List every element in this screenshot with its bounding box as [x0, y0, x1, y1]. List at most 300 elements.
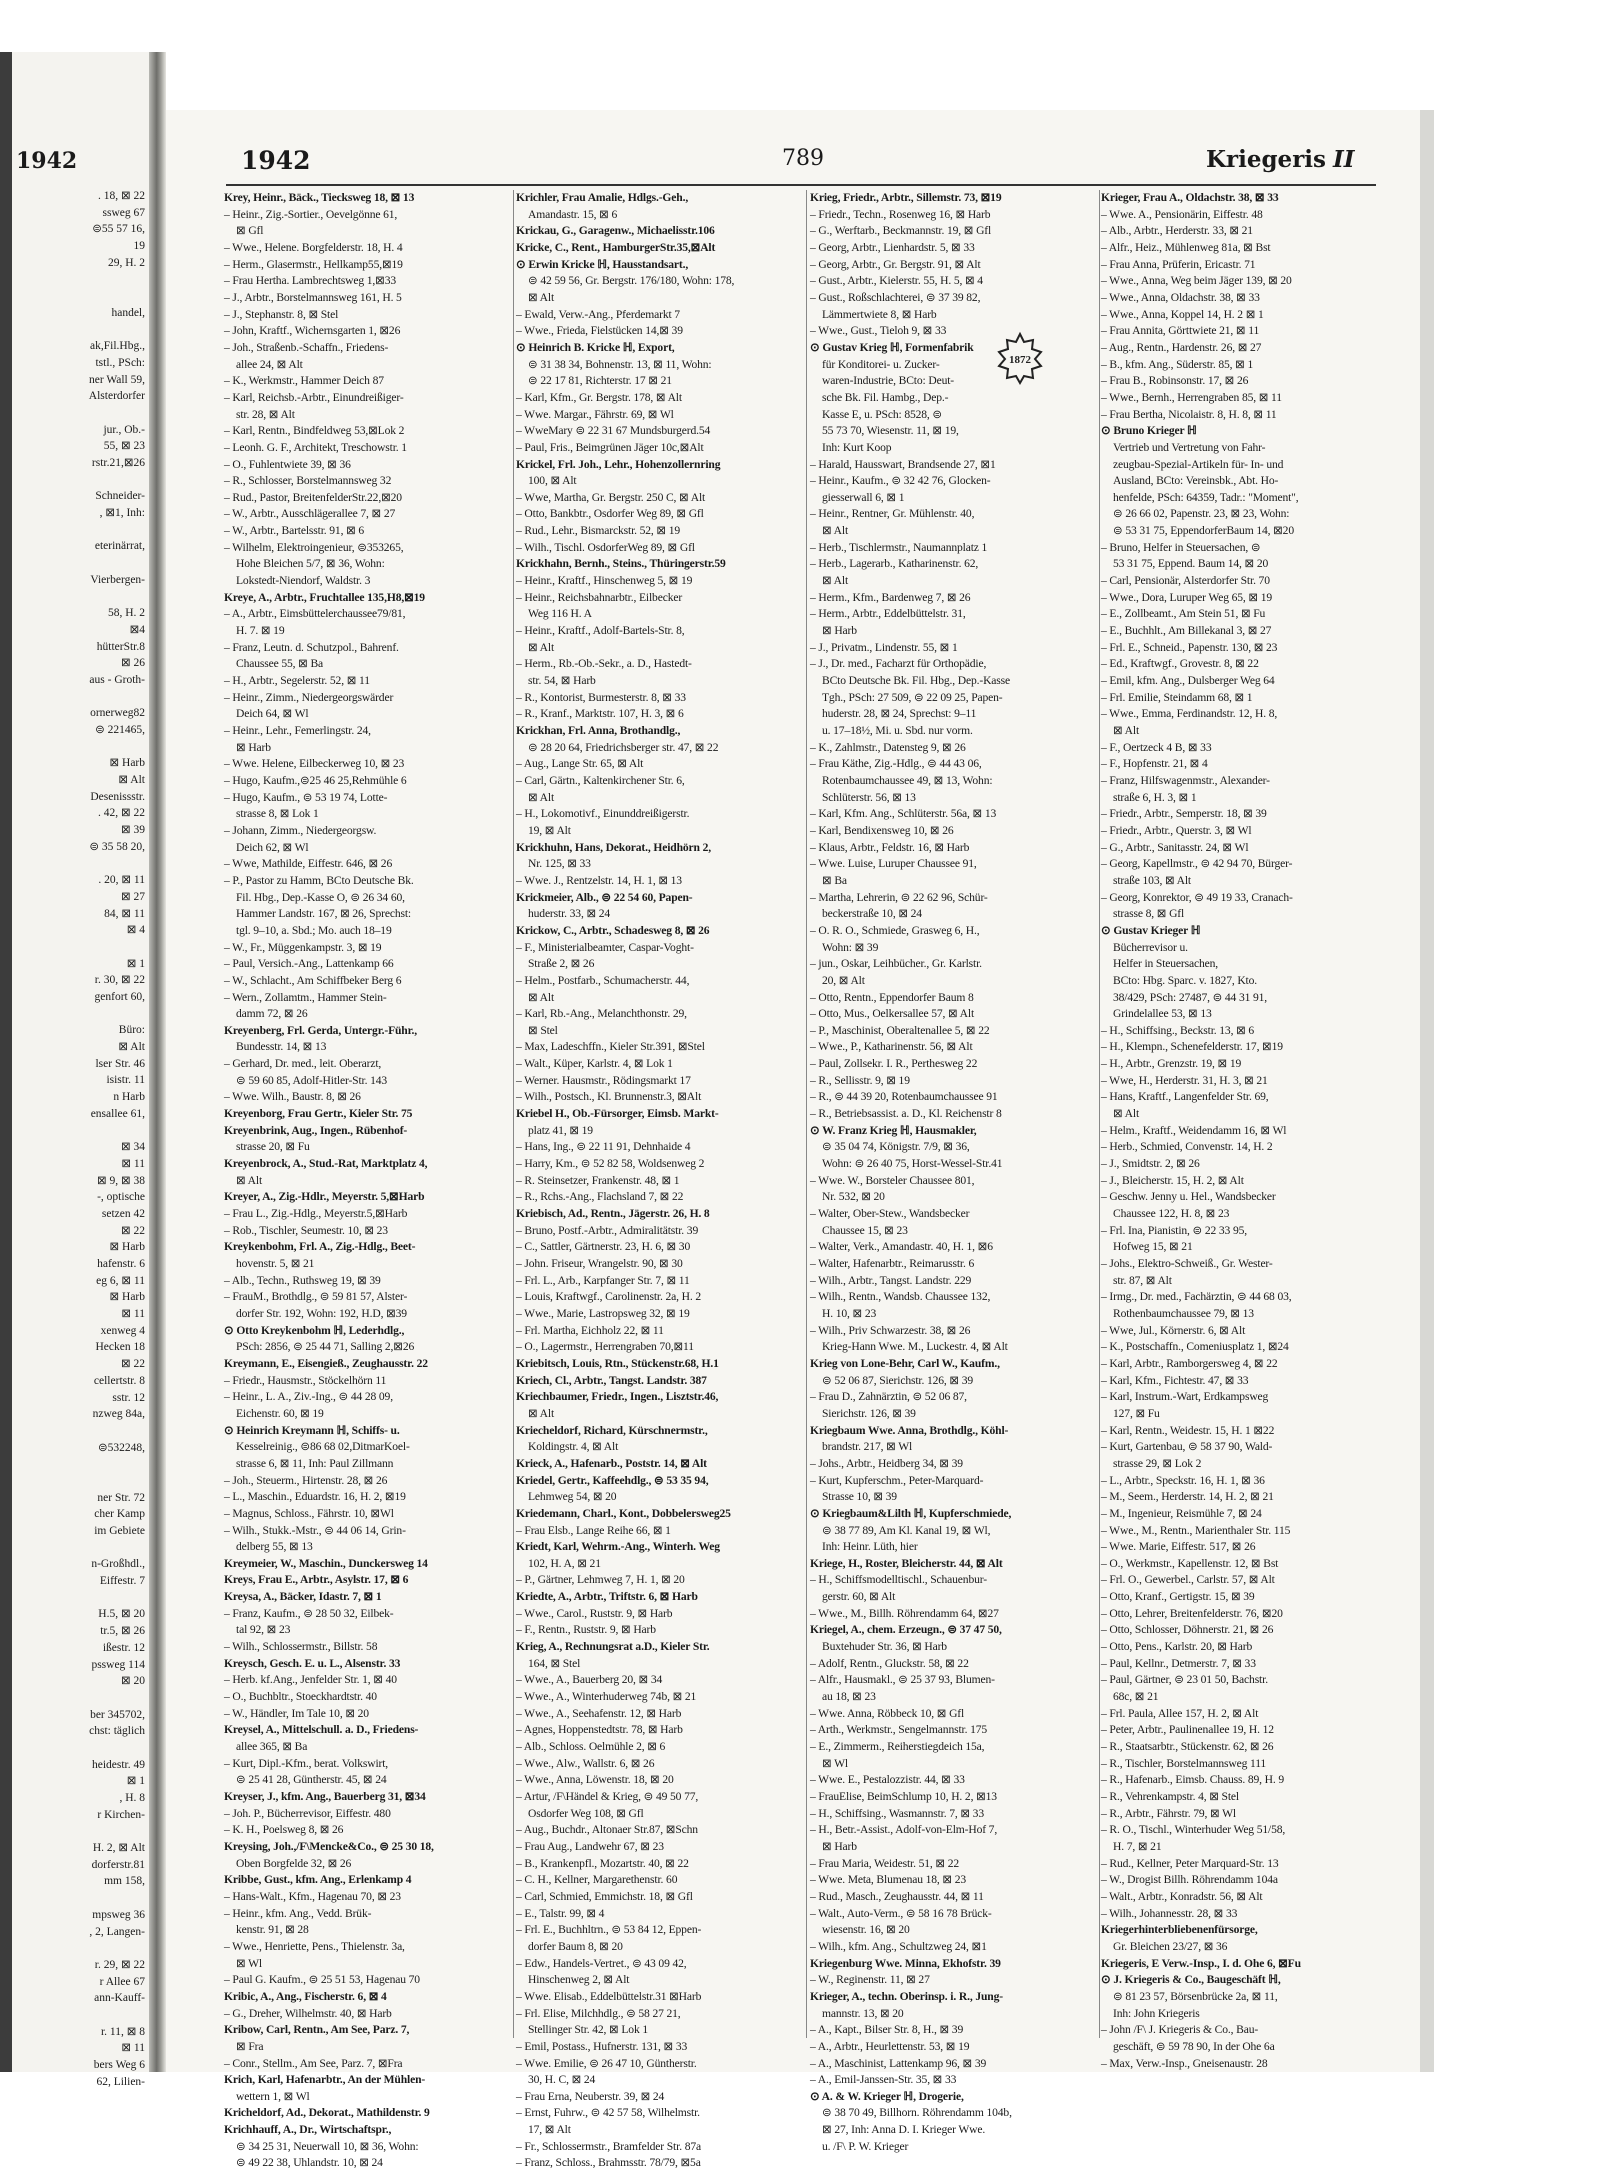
directory-entry-line: Ausland, BCto: Vereinsbk., Abt. Ho-	[1113, 474, 1279, 488]
directory-entry-line: – Frl. O., Gewerbel., Carlstr. 57, ⊠ Alt	[1101, 1573, 1275, 1587]
directory-entry-line: – Joh., Straßenb.-Schaffn., Friedens-	[224, 340, 389, 354]
directory-entry-line: – Frl. L., Arb., Karpfanger Str. 7, ⊠ 11	[516, 1273, 690, 1287]
directory-entry-line: zeugbau-Spezial-Artikeln für- In- und	[1113, 457, 1284, 471]
previous-page-line: Eiffestr. 7	[99, 1575, 145, 1588]
directory-entry-line: – W., Händler, Im Tale 10, ⊠ 20	[224, 1706, 369, 1720]
directory-entry-line: – H., Arbtr., Segelerstr. 52, ⊠ 11	[224, 674, 370, 688]
previous-page-line: . 42, ⊠ 22	[97, 807, 145, 820]
directory-entry-line: – Wwe., Marie, Lastropsweg 32, ⊠ 19	[516, 1306, 690, 1320]
directory-entry-line: – Herb., Tischlermstr., Naumannplatz 1	[810, 540, 988, 554]
directory-entry-line: – Wwe. Margar., Fährstr. 69, ⊠ Wl	[516, 407, 674, 421]
directory-entry-line: – Wwe., Gust., Tieloh 9, ⊠ 33	[810, 324, 947, 338]
previous-page-line	[12, 1690, 149, 1707]
directory-entry-line: – Otto, Kranf., Gertigstr. 15, ⊠ 39	[1101, 1590, 1255, 1604]
directory-entry-line: – Paul, Kellnr., Detmerstr. 7, ⊠ 33	[1101, 1656, 1256, 1670]
previous-page-line	[12, 472, 149, 489]
previous-page-line	[12, 1423, 149, 1440]
directory-entry-line: – Louis, Kraftwgf., Carolinenstr. 2a, H. 2	[516, 1290, 701, 1304]
directory-entry-line: allee 24, ⊠ Alt	[236, 357, 303, 371]
directory-entry-line: wettern 1, ⊠ Wl	[236, 2089, 310, 2103]
directory-entry-line: Helfer in Steuersachen,	[1113, 957, 1219, 971]
directory-entry-line: ⊜ 28 20 64, Friedrichsberger str. 47, ⊠ 22	[528, 740, 719, 754]
book-gutter	[149, 52, 166, 2072]
directory-entry-line: – Heinr., Kraftf., Adolf-Bartels-Str. 8,	[516, 624, 685, 638]
directory-entry-line: – F., Hopfenstr. 21, ⊠ 4	[1101, 757, 1208, 771]
directory-entry-line: Lehmweg 54, ⊠ 20	[528, 1490, 617, 1504]
directory-entry-line: geschäft, ⊜ 59 78 90, In der Ohe 6a	[1113, 2039, 1275, 2053]
directory-entry-line: ⊜ 38 70 49, Billhorn. Röhrendamm 104b,	[822, 2106, 1012, 2120]
directory-entry-line: – Wwe. Helene, Eilbeckerweg 10, ⊠ 23	[224, 757, 405, 771]
directory-entry-line: – Wwe., Henriette, Pens., Thielenstr. 3a,	[224, 1939, 405, 1953]
directory-entry-line: – Helm., Kraftf., Weidendamm 16, ⊠ Wl	[1101, 1123, 1287, 1137]
directory-entry-line: – Heinr., Rentner, Gr. Mühlenstr. 40,	[810, 507, 975, 521]
directory-entry-line: Wohn: ⊜ 26 40 75, Horst-Wessel-Str.41	[822, 1157, 1003, 1171]
directory-entry-line: – F., Oertzeck 4 B, ⊠ 33	[1101, 740, 1212, 754]
directory-entry-line: – Frl. Martha, Eichholz 22, ⊠ 11	[516, 1323, 664, 1337]
previous-page-line	[12, 1006, 149, 1023]
directory-entry-line: – Georg, Konrektor, ⊜ 49 19 33, Cranach-	[1101, 890, 1293, 904]
directory-entry-line: Kriechbaumer, Friedr., Ingen., Lisztstr.46,	[516, 1390, 719, 1404]
directory-entry-line: – Franz, Schloss., Brahmsstr. 78/79, ⊠5a	[516, 2156, 701, 2170]
directory-entry-line: – Heinr., Lehr., Femerlingstr. 24,	[224, 724, 371, 737]
directory-entry-line: – Wwe., Anna, Koppel 14, H. 2 ⊠ 1	[1101, 307, 1264, 321]
page-volume: II	[1333, 146, 1355, 173]
previous-page-line: setzen 42	[101, 1207, 145, 1220]
directory-entry-line: – Wwe., Alw., Wallstr. 6, ⊠ 26	[516, 1756, 655, 1770]
directory-entry-line: ⊠ Harb	[236, 740, 271, 754]
directory-entry-line: Nr. 125, ⊠ 33	[528, 857, 591, 871]
directory-entry-line: – B., Krankenpfl., Mozartstr. 40, ⊠ 22	[516, 1856, 689, 1870]
directory-entry-line: – Ernst, Fuhrw., ⊜ 42 57 58, Wilhelmstr.	[516, 2106, 700, 2120]
directory-entry-line: Kreysing, Joh.,/F\Mencke&Co., ⊜ 25 30 18,	[224, 1839, 434, 1853]
previous-page-line: Büro:	[118, 1024, 145, 1037]
previous-page-line: ak,Fil.Hbg.,	[90, 340, 145, 353]
directory-entry-line: – K., Zahlmstr., Datensteg 9, ⊠ 26	[810, 740, 966, 754]
directory-entry-line: ⊜ 35 04 74, Königstr. 7/9, ⊠ 36,	[822, 1140, 970, 1154]
directory-entry-line: – Heinr., Zimm., Niedergeorgswärder	[224, 690, 394, 704]
directory-entry-line: – K. H., Poelsweg 8, ⊠ 26	[224, 1823, 344, 1837]
directory-entry-line: au 18, ⊠ 23	[822, 1690, 876, 1704]
directory-entry-line: ⊠ Ba	[822, 873, 847, 887]
directory-entry-line: – Conr., Stellm., Am See, Parz. 7, ⊠Fra	[224, 2056, 403, 2070]
directory-entry-line: giesserwall 6, ⊠ 1	[822, 490, 905, 504]
previous-page-line	[12, 405, 149, 422]
directory-entry-line: Deich 64, ⊠ Wl	[236, 707, 309, 721]
directory-entry-line: Krickel, Frl. Joh., Lehr., Hohenzollernring	[516, 457, 721, 471]
previous-page-line: ⊠4	[129, 623, 145, 636]
directory-entry-line: ⊜ 25 41 28, Güntherstr. 45, ⊠ 24	[236, 1773, 387, 1787]
directory-entry-line: Buxtehuder Str. 36, ⊠ Harb	[822, 1640, 947, 1654]
directory-entry-line: – Wwe., Carol., Ruststr. 9, ⊠ Harb	[516, 1606, 673, 1620]
directory-entry-line: Inh: Heinr. Lüth, hier	[822, 1540, 918, 1554]
directory-entry-line: Kriegeris, E Verw.-Insp., I. d. Ohe 6, ⊠Fu	[1101, 1956, 1301, 1970]
directory-entry-line: – Wern., Zollamtm., Hammer Stein-	[224, 990, 387, 1004]
directory-entry-line: – H., Schiffsmodelltischl., Schauenbur-	[810, 1573, 987, 1587]
previous-page-line: aus - Groth-	[89, 673, 145, 686]
directory-entry-line: – K., Werkmstr., Hammer Deich 87	[224, 374, 384, 388]
directory-entry-line: – Frau Käthe, Zig.-Hdlg., ⊜ 44 43 06,	[810, 757, 982, 771]
directory-entry-line: – Herm., Rb.-Ob.-Sekr., a. D., Hastedt-	[516, 657, 692, 671]
previous-page-line: ⊜55 57 16,	[92, 223, 145, 236]
previous-page-line	[12, 1890, 149, 1907]
directory-entry-line: – Carl, Schmied, Emmichstr. 18, ⊠ Gfl	[516, 1889, 693, 1903]
directory-entry-line: 53 31 75, Eppend. Baum 14, ⊠ 20	[1113, 557, 1269, 571]
column-divider	[1099, 190, 1100, 2038]
directory-entry-line: – jun., Oskar, Leihbücher., Gr. Karlstr.	[810, 957, 982, 971]
directory-entry-line: Rotenbaumchaussee 49, ⊠ 13, Wohn:	[822, 773, 993, 787]
directory-entry-line: – O., Fuhlentwiete 39, ⊠ 36	[224, 457, 351, 471]
directory-entry-line: – Harald, Hausswart, Brandsende 27, ⊠1	[810, 457, 996, 471]
directory-entry-line: – O., Buchbltr., Stoeckhardtstr. 40	[224, 1690, 377, 1704]
directory-entry-line: Krich, Karl, Hafenarbtr., An der Mühlen-	[224, 2073, 426, 2087]
directory-entry-line: Kribbe, Gust., kfm. Ang., Erlenkamp 4	[224, 1873, 412, 1887]
directory-entry-line: Kreyer, A., Zig.-Hdlr., Meyerstr. 5,⊠Harb	[224, 1190, 425, 1204]
directory-entry-line: – Otto, Rentn., Eppendorfer Baum 8	[810, 990, 974, 1004]
directory-entry-line: – Heinr., Reichsbahnarbtr., Eilbecker	[516, 590, 683, 604]
directory-entry-line: – Bruno, Postf.-Arbtr., Admiralitätstr. 39	[516, 1223, 699, 1237]
directory-entry-line: – P., Gärtner, Lehmweg 7, H. 1, ⊠ 20	[516, 1573, 685, 1587]
directory-entry-line: tal 92, ⊠ 23	[236, 1623, 291, 1637]
directory-entry-line: ⊜ 34 25 31, Neuerwall 10, ⊠ 36, Wohn:	[236, 2139, 419, 2153]
directory-entry-line: mannstr. 13, ⊠ 20	[822, 2006, 904, 2020]
directory-entry-line: – A., Kapt., Bilser Str. 8, H., ⊠ 39	[810, 2023, 964, 2037]
directory-entry-line: – K., Postschaffn., Comeniusplatz 1, ⊠24	[1101, 1340, 1289, 1354]
previous-page-line: Desenissstr.	[90, 790, 145, 803]
directory-entry-line: – Franz, Kaufm., ⊜ 28 50 32, Eilbek-	[224, 1606, 394, 1620]
directory-entry-line: Kriegbaum Wwe. Anna, Brothdlg., Köhl-	[810, 1423, 1009, 1437]
directory-entry-line: ⊙ Heinrich Kreymann ℍ, Schiffs- u.	[224, 1423, 400, 1437]
previous-page-line	[12, 1740, 149, 1757]
directory-entry-line: – Wwe., Emma, Ferdinandstr. 12, H. 8,	[1101, 707, 1278, 721]
directory-entry-line: ⊠ Gfl	[236, 224, 264, 238]
directory-entry-line: – R. Steinsetzer, Frankenstr. 48, ⊠ 1	[516, 1173, 680, 1187]
directory-entry-line: Kreymann, E., Eisengieß., Zeughausstr. 22	[224, 1356, 428, 1370]
directory-entry-line: – Wwe., P., Katharinenstr. 56, ⊠ Alt	[810, 1040, 973, 1054]
previous-page-line	[12, 689, 149, 706]
directory-entry-line: – Wwe., M., Rentn., Marienthaler Str. 115	[1101, 1523, 1291, 1537]
directory-entry-line: – M., Seem., Herderstr. 14, H. 2, ⊠ 21	[1101, 1490, 1274, 1504]
directory-entry-line: Hinschenweg 2, ⊠ Alt	[528, 1973, 630, 1987]
directory-entry-line: – Karl, Kfm., Fichtestr. 47, ⊠ 33	[1101, 1373, 1249, 1387]
directory-entry-line: – Frau Maria, Weidestr. 51, ⊠ 22	[810, 1856, 959, 1870]
directory-entry-line: – Agnes, Hoppenstedtstr. 78, ⊠ Harb	[516, 1723, 683, 1737]
directory-entry-line: beckerstraße 10, ⊠ 24	[822, 907, 922, 921]
directory-entry-line: ⊠ Wl	[236, 1956, 262, 1970]
column-divider	[513, 190, 514, 2038]
directory-entry-line: str. 87, ⊠ Alt	[1113, 1273, 1172, 1287]
directory-entry-line: – Wilh., Johannesstr. 28, ⊠ 33	[1101, 1906, 1238, 1920]
directory-entry-line: – Wwe., Dora, Luruper Weg 65, ⊠ 19	[1101, 590, 1272, 604]
directory-entry-line: Straße 2, ⊠ 26	[528, 957, 595, 971]
directory-entry-line: – R., Kranf., Marktstr. 107, H. 3, ⊠ 6	[516, 707, 684, 721]
directory-entry-line: – Otto, Bankbtr., Osdorfer Weg 89, ⊠ Gfl	[516, 507, 704, 521]
directory-entry-line: – Kurt, Gartenbau, ⊜ 58 37 90, Wald-	[1101, 1440, 1273, 1454]
directory-entry-line: – Wwe., Anna, Oldachstr. 38, ⊠ 33	[1101, 290, 1260, 304]
directory-entry-line: strasse 6, ⊠ 11, Inh: Paul Zillmann	[236, 1456, 394, 1470]
directory-entry-line: – Georg, Kapellmstr., ⊜ 42 94 70, Bürger-	[1101, 857, 1293, 871]
previous-page-line: ⊠ 11	[121, 2042, 145, 2055]
directory-entry-line: – Aug., Rentn., Hardenstr. 26, ⊠ 27	[1101, 340, 1262, 354]
directory-entry-line: – Artur, /F\Händel & Krieg, ⊜ 49 50 77,	[516, 1790, 699, 1803]
directory-entry-line: – Wwe, Martha, Gr. Bergstr. 250 C, ⊠ Alt	[516, 490, 706, 504]
previous-page-line	[12, 1540, 149, 1557]
directory-entry-line: ⊙ Bruno Krieger ℍ	[1101, 424, 1197, 438]
directory-entry-line: allee 365, ⊠ Ba	[236, 1740, 308, 1754]
directory-entry-line: – Aug., Buchdr., Altonaer Str.87, ⊠Schn	[516, 1823, 698, 1837]
directory-entry-line: 38/429, PSch: 27487, ⊜ 44 31 91,	[1113, 990, 1268, 1004]
directory-entry-line: – Franz, Leutn. d. Schutzpol., Bahrenf.	[224, 640, 399, 654]
directory-entry-line: Schlüterstr. 56, ⊠ 13	[822, 790, 916, 804]
directory-entry-line: Krickau, G., Garagenw., Michaelisstr.106	[516, 224, 715, 238]
directory-entry-line: Kriedemann, Charl., Kont., Dobbelersweg25	[516, 1506, 731, 1520]
directory-entry-line: PSch: 2856, ⊜ 25 44 71, Salling 2,⊠26	[236, 1340, 415, 1354]
directory-entry-line: – Werner. Hausmstr., Rödingsmarkt 17	[516, 1073, 691, 1087]
directory-entry-line: – Ed., Kraftwgf., Grovestr. 8, ⊠ 22	[1101, 657, 1259, 671]
directory-entry-line: huderstr. 28, ⊠ 24, Sprechst: 9–11	[822, 707, 977, 721]
directory-entry-line: – Wilhelm, Elektroingenieur, ⊜353265,	[224, 540, 404, 554]
directory-entry-line: – W., Arbtr., Bartelsstr. 91, ⊠ 6	[224, 524, 365, 538]
directory-entry-line: – Herb., Schmied, Convenstr. 14, H. 2	[1101, 1140, 1273, 1154]
directory-entry-line: ⊙ Erwin Kricke ℍ, Hausstandsart.,	[516, 257, 689, 271]
directory-entry-line: – R., Vehrenkampstr. 4, ⊠ Stel	[1101, 1790, 1239, 1803]
directory-entry-line: – Johs., Arbtr., Heidberg 34, ⊠ 39	[810, 1456, 963, 1470]
directory-entry-line: – Heinr., Zig.-Sortier., Oevelgönne 61,	[224, 207, 398, 221]
previous-page-line: dorferstr.81	[91, 1858, 145, 1871]
directory-entry-line: – B., kfm. Ang., Süderstr. 85, ⊠ 1	[1101, 357, 1254, 371]
directory-entry-line: – Georg, Arbtr., Lienhardstr. 5, ⊠ 33	[810, 240, 975, 254]
directory-entry-line: – A., Arbtr., Eimsbüttelerchaussee79/81,	[224, 607, 406, 621]
directory-entry-line: ⊜ 42 59 56, Gr. Bergstr. 176/180, Wohn: 178,	[528, 274, 735, 288]
previous-page-line: ⊠ 4	[126, 924, 145, 937]
directory-entry-line: ⊠ Harb	[822, 624, 857, 638]
directory-entry-line: – O., Lagermstr., Herrengraben 70,⊠11	[516, 1340, 694, 1354]
directory-entry-line: Tgh., PSch: 27 509, ⊜ 22 09 25, Papen-	[822, 690, 1003, 704]
previous-page-line: ⊠ Harb	[109, 757, 145, 770]
directory-entry-line: – Wilh., Priv Schwarzestr. 38, ⊠ 26	[810, 1323, 971, 1337]
previous-page-line: ⊠ 11	[121, 1308, 145, 1321]
directory-entry-line: Stellinger Str. 42, ⊠ Lok 1	[528, 2023, 648, 2037]
previous-page-line: ⊠ 20	[120, 1675, 145, 1688]
previous-page-line: mpsweg 36	[92, 1908, 145, 1921]
directory-entry-line: – Kurt, Dipl.-Kfm., berat. Volkswirt,	[224, 1756, 389, 1770]
directory-entry-line: – Paul, Fris., Beimgrünen Jäger 10c,⊠Alt	[516, 440, 704, 454]
directory-entry-line: – Emil, Postass., Hufnerstr. 131, ⊠ 33	[516, 2039, 688, 2053]
directory-entry-line: – Hans-Walt., Kfm., Hagenau 70, ⊠ 23	[224, 1889, 401, 1903]
directory-entry-line: Kasse E, u. PSch: 8528, ⊜	[822, 407, 942, 421]
directory-entry-line: – Frau Erna, Neuberstr. 39, ⊠ 24	[516, 2089, 665, 2103]
directory-entry-line: – Wwe., A., Seehafenstr. 12, ⊠ Harb	[516, 1706, 682, 1720]
previous-page-line: bers Weg 6	[93, 2059, 145, 2071]
directory-entry-line: – Paul, Gärtner, ⊜ 23 01 50, Bachstr.	[1101, 1673, 1268, 1687]
directory-entry-line: tgl. 9–10, a. Sbd.; Mo. auch 18–19	[236, 923, 392, 937]
directory-entry-line: – Joh., Steuerm., Hirtenstr. 28, ⊠ 26	[224, 1473, 388, 1487]
directory-entry-line: Kreye, A., Arbtr., Fruchtallee 135,H8,⊠19	[224, 590, 425, 604]
directory-entry-line: 100, ⊠ Alt	[528, 474, 577, 488]
directory-entry-line: – Karl, Kfm., Gr. Bergstr. 178, ⊠ Alt	[516, 390, 682, 404]
directory-entry-line: – J., Arbtr., Borstelmannsweg 161, H. 5	[224, 290, 402, 304]
directory-entry-line: – Klaus, Arbtr., Feldstr. 16, ⊠ Harb	[810, 840, 970, 854]
directory-entry-line: – Fr., Schlossermstr., Bramfelder Str. 87a	[516, 2139, 701, 2153]
directory-entry-line: Inh: Kurt Koop	[822, 440, 892, 454]
directory-entry-line: – Paul, Versich.-Ang., Lattenkamp 66	[224, 957, 394, 971]
directory-entry-line: ⊠ Alt	[528, 990, 555, 1004]
previous-page-line: ⊠ Harb	[109, 1241, 145, 1254]
column-divider	[806, 190, 807, 2038]
directory-entry-line: – Walt., Arbtr., Konradstr. 56, ⊠ Alt	[1101, 1889, 1263, 1903]
directory-entry-line: – Hans, Kraftf., Langenfelder Str. 69,	[1101, 1090, 1269, 1104]
previous-page-line: im Gebiete	[94, 1525, 145, 1537]
directory-entry-line: Kreys, Frau E., Arbtr., Asylstr. 17, ⊠ 6	[224, 1573, 409, 1587]
previous-page-line: hafenstr. 6	[97, 1258, 145, 1270]
column-1	[224, 190, 511, 2170]
directory-entry-line: – John /F\ J. Kriegeris & Co., Bau-	[1101, 2023, 1259, 2037]
directory-entry-line: – Wwe. E., Pestalozzistr. 44, ⊠ 33	[810, 1773, 965, 1787]
page-year: 1942	[241, 146, 311, 175]
directory-entry-line: – Herm., Glasermstr., Hellkamp55,⊠19	[224, 257, 403, 271]
directory-entry-line: – Wilh., Rentn., Wandsb. Chaussee 132,	[810, 1290, 991, 1304]
previous-page-line: tstl., PSch:	[95, 356, 145, 369]
directory-entry-line: u. /F\ P. W. Krieger	[822, 2139, 909, 2153]
directory-entry-line: Inh: John Kriegeris	[1113, 2006, 1200, 2020]
directory-entry-line: Hohe Bleichen 5/7, ⊠ 36, Wohn:	[236, 557, 385, 571]
directory-entry-line: – Wilh., Postsch., Kl. Brunnenstr.3, ⊠Alt	[516, 1090, 702, 1104]
directory-entry-line: Kreysa, A., Bäcker, Idastr. 7, ⊠ 1	[224, 1590, 382, 1604]
previous-page-line: r Kirchen-	[97, 1808, 145, 1821]
directory-entry-line: Sierichstr. 126, ⊠ 39	[822, 1406, 916, 1420]
directory-entry-line: – Otto, Pens., Karlstr. 20, ⊠ Harb	[1101, 1640, 1253, 1654]
directory-entry-line: – H., Betr.-Assist., Adolf-von-Elm-Hof 7,	[810, 1823, 998, 1837]
directory-entry-line: Krieg von Lone-Behr, Carl W., Kaufm.,	[810, 1356, 1000, 1370]
directory-entry-line: Chaussee 15, ⊠ 23	[822, 1223, 908, 1237]
column-4	[1101, 190, 1384, 2070]
directory-entry-line: – Frl. Ina, Pianistin, ⊜ 22 33 95,	[1101, 1223, 1247, 1237]
directory-entry-line: – E., Talstr. 99, ⊠ 4	[516, 1906, 605, 1920]
directory-entry-line: ⊠ Stel	[528, 1023, 558, 1037]
directory-entry-line: ⊜ 26 66 02, Papenstr. 23, ⊠ 23, Wohn:	[1113, 507, 1290, 521]
directory-entry-line: Kriegerhinterbliebenenfürsorge,	[1101, 1923, 1258, 1937]
directory-entry-line: ⊙ Kriegbaum&Lilth ℍ, Kupferschmiede,	[810, 1506, 1012, 1520]
directory-entry-line: – Karl, Reichsb.-Arbtr., Einundreißiger-	[224, 390, 404, 404]
directory-entry-line: – G., Dreher, Wilhelmstr. 40, ⊠ Harb	[224, 2006, 392, 2020]
previous-page-line: ⊜532248,	[97, 1441, 145, 1454]
directory-entry-line: – Herb., Lagerarb., Katharinenstr. 62,	[810, 557, 979, 571]
directory-entry-line: Kreykenbohm, Frl. A., Zig.-Hdlg., Beet-	[224, 1240, 416, 1254]
directory-entry-line: ⊠ Alt	[528, 290, 555, 304]
previous-page-line: ⊠ 9, ⊠ 38	[96, 1174, 145, 1187]
directory-entry-line: – W., Arbtr., Ausschlägerallee 7, ⊠ 27	[224, 507, 396, 521]
directory-entry-line: Kriege, H., Roster, Bleicherstr. 44, ⊠ Alt	[810, 1556, 1003, 1570]
directory-entry-line: – Wilh., Schlossermstr., Billstr. 58	[224, 1640, 378, 1654]
directory-entry-line: – R., Schlosser, Borstelmannsweg 32	[224, 474, 392, 488]
directory-entry-line: – Ewald, Verw.-Ang., Pferdemarkt 7	[516, 307, 680, 321]
directory-entry-line: – Alfr., Hausmakl., ⊜ 25 37 93, Blumen-	[810, 1673, 995, 1687]
previous-page-fragment	[12, 52, 149, 2088]
directory-entry-line: – Heinr., Kaufm., ⊜ 32 42 76, Glocken-	[810, 474, 991, 488]
directory-entry-line: – Joh. P., Bücherrevisor, Eiffestr. 480	[224, 1806, 391, 1820]
directory-entry-line: Krieck, A., Hafenarb., Poststr. 14, ⊠ Alt	[516, 1456, 707, 1470]
directory-entry-line: – Walt., Auto-Verm., ⊜ 58 16 78 Brück-	[810, 1906, 992, 1920]
directory-entry-line: – Wwe, H., Herderstr. 31, H. 3, ⊠ 21	[1101, 1073, 1268, 1087]
directory-entry-line: – Frl. E., Schneid., Papenstr. 130, ⊠ 23	[1101, 640, 1278, 654]
directory-entry-line: ⊜ 38 77 89, Am Kl. Kanal 19, ⊠ Wl,	[822, 1523, 991, 1537]
directory-entry-line: – Wwe. Luise, Luruper Chaussee 91,	[810, 857, 977, 871]
directory-entry-line: ⊠ Alt	[528, 790, 555, 804]
previous-page-line: eg 6, ⊠ 11	[96, 1274, 145, 1287]
directory-entry-line: – Wwe. Emilie, ⊜ 26 47 10, Güntherstr.	[516, 2056, 697, 2070]
directory-entry-line: – Kurt, Kupferschm., Peter-Marquard-	[810, 1473, 984, 1487]
directory-entry-line: – R. O., Tischl., Winterhuder Weg 51/58,	[1101, 1823, 1286, 1837]
directory-entry-line: – Frau Aug., Landwehr 67, ⊠ 23	[516, 1839, 664, 1853]
directory-entry-line: – FrauElise, BeimSchlump 10, H. 2, ⊠13	[810, 1790, 997, 1803]
previous-page-line: ißestr. 12	[102, 1641, 145, 1654]
directory-entry-line: Amandastr. 15, ⊠ 6	[528, 207, 618, 221]
previous-page-line: 62, Lilien-	[96, 2075, 145, 2088]
directory-entry-line: Wohn: ⊠ 39	[822, 940, 879, 954]
directory-entry-line: Bundesstr. 14, ⊠ 13	[236, 1040, 327, 1054]
directory-entry-line: – Gerhard, Dr. med., leit. Oberarzt,	[224, 1057, 382, 1071]
directory-entry-line: Kriedel, Gertr., Kaffeehdlg., ⊜ 53 35 94,	[516, 1473, 709, 1487]
directory-entry-line: – Karl, Kfm. Ang., Schlüterstr. 56a, ⊠ 13	[810, 807, 997, 821]
directory-entry-line: – Harry, Km., ⊜ 52 82 58, Woldsenweg 2	[516, 1157, 705, 1171]
directory-entry-line: – R., Rchs.-Ang., Flachsland 7, ⊠ 22	[516, 1190, 684, 1204]
directory-entry-line: – Frau Annita, Görttwiete 21, ⊠ 11	[1101, 324, 1260, 338]
directory-entry-line: ⊠ Alt	[236, 1173, 263, 1187]
directory-entry-line: – O. R. O., Schmiede, Grasweg 6, H.,	[810, 923, 980, 937]
directory-entry-line: Kriedte, A., Arbtr., Triftstr. 6, ⊠ Harb	[516, 1590, 698, 1604]
directory-entry-line: – Hugo, Kaufm.,⊜25 46 25,Rehmühle 6	[224, 773, 407, 787]
previous-page-line: handel,	[111, 306, 145, 319]
previous-page-line: ⊠ 1	[126, 1775, 145, 1788]
directory-entry-line: – Karl, Rentn., Bindfeldweg 53,⊠Lok 2	[224, 424, 405, 438]
directory-entry-line: – Walter, Hafenarbtr., Reimarusstr. 6	[810, 1257, 975, 1270]
directory-entry-line: – R., Betriebsassist. a. D., Kl. Reichenstr 8	[810, 1107, 1002, 1121]
directory-entry-line: – Max, Verw.-Insp., Gneisenaustr. 28	[1101, 2056, 1268, 2070]
previous-page-line	[12, 739, 149, 756]
directory-entry-line: ⊜ 81 23 57, Börsenbrücke 2a, ⊠ 11,	[1113, 1989, 1278, 2003]
directory-entry-line: – Wwe. A., Pensionärin, Eiffestr. 48	[1101, 207, 1263, 221]
directory-entry-line: ⊠ Alt	[1113, 1107, 1140, 1121]
directory-entry-line: – WweMary ⊜ 22 31 67 Mundsburgerd.54	[516, 424, 711, 438]
directory-entry-line: – Frl. Elise, Milchhdlg., ⊜ 58 27 21,	[516, 2006, 681, 2020]
directory-entry-line: dorfer Baum 8, ⊠ 20	[528, 1939, 623, 1953]
previous-page-line: ⊠ 22	[120, 1358, 145, 1371]
directory-entry-line: ⊠ Alt	[1113, 724, 1140, 737]
directory-entry-line: – Wwe., Helene. Borgfelderstr. 18, H. 4	[224, 240, 403, 254]
directory-entry-line: Gr. Bleichen 23/27, ⊠ 36	[1113, 1939, 1228, 1953]
directory-entry-line: Grindelallee 53, ⊠ 13	[1113, 1007, 1212, 1021]
previous-page-line: ⊠ Harb	[109, 1291, 145, 1304]
directory-entry-line: – J., Dr. med., Facharzt für Orthopädie,	[810, 657, 987, 671]
previous-page-line: ⊠ 11	[121, 1157, 145, 1170]
directory-entry-line: – Paul G. Kaufm., ⊜ 25 51 53, Hagenau 70	[224, 1973, 420, 1987]
directory-entry-line: ⊠ Alt	[528, 640, 555, 654]
previous-page-line: ensallee 61,	[90, 1107, 145, 1120]
directory-entry-line: – Friedr., Techn., Rosenweg 16, ⊠ Harb	[810, 207, 991, 221]
directory-entry-line: – Otto, Schlosser, Döhnerstr. 21, ⊠ 26	[1101, 1623, 1274, 1637]
directory-entry-line: delberg 55, ⊠ 13	[236, 1540, 313, 1554]
directory-entry-line: – H., Lokomotivf., Einunddreißigerstr.	[516, 807, 690, 821]
directory-entry-line: Lokstedt-Niendorf, Waldstr. 3	[236, 574, 371, 588]
directory-entry-line: – Friedr., Arbtr., Querstr. 3, ⊠ Wl	[1101, 823, 1252, 837]
previous-page-line	[12, 322, 149, 339]
directory-entry-line: Kreyenborg, Frau Gertr., Kieler Str. 75	[224, 1107, 413, 1121]
directory-entry-line: – Martha, Lehrerin, ⊜ 22 62 96, Schür-	[810, 890, 988, 904]
previous-page-line	[12, 1456, 149, 1473]
directory-entry-line: – J., Privatm., Lindenstr. 55, ⊠ 1	[810, 640, 958, 654]
directory-entry-line: – Adolf, Rentn., Gluckstr. 58, ⊠ 22	[810, 1656, 969, 1670]
directory-entry-line: Kreymeier, W., Maschin., Dunckersweg 14	[224, 1556, 428, 1570]
directory-entry-line: – Paul, Zollsekr. I. R., Perthesweg 22	[810, 1057, 978, 1071]
